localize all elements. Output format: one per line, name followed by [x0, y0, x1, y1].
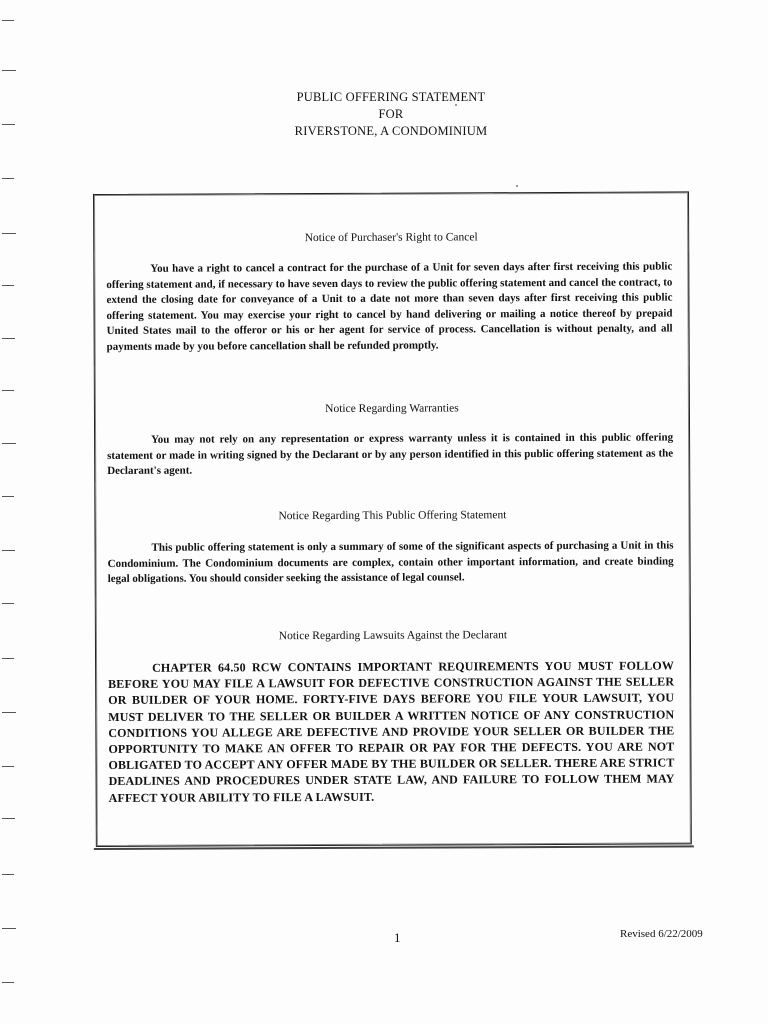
scan-edge-mark — [2, 178, 14, 179]
scan-edge-mark — [2, 928, 16, 929]
scan-speck — [516, 185, 518, 187]
section-heading-right-to-cancel: Notice of Purchaser's Right to Cancel — [304, 231, 478, 245]
section-heading-public-offering-statement: Notice Regarding This Public Offering Statement — [278, 509, 507, 523]
scan-edge-mark — [2, 603, 14, 604]
scan-edge-mark — [2, 658, 14, 659]
scan-edge-mark — [2, 233, 16, 234]
scan-edge-mark — [2, 712, 16, 713]
section-body-public-offering-statement: This public offering statement is only a summary of some of the significant aspects of purchasing a Unit in this Condominium. The Condominium documents are complex, contain other important information, and create binding legal obligations. You should consider seeking the assistance of legal counsel. — [107, 539, 674, 585]
scan-edge-mark — [2, 550, 15, 551]
revised-date: Revised 6/22/2009 — [620, 928, 703, 940]
scan-edge-mark — [2, 285, 14, 286]
title-line: PUBLIC OFFERING STATEMENT — [296, 90, 486, 104]
section-body-lawsuits: CHAPTER 64.50 RCW CONTAINS IMPORTANT REQUIREMENTS YOU MUST FOLLOW BEFORE YOU MAY FILE A LAWSUIT FOR DEFECTIVE CONSTRUCTION AGAINST THE SELLER OR BUILDER OF YOUR HOME. FORTY-FIVE DAYS BEFORE YOU FILE YOUR LAWSUIT, YOU MUST DELIVER TO THE SELLER OR BUILDER A WRITTEN NOTICE OF ANY CONSTRUCTION CONDITIONS YOU ALLEGE ARE DEFECTIVE AND PROVIDE YOUR SELLER OR BUILDER THE OPPORTUNITY TO MAKE AN OFFER TO REPAIR OR PAY FOR THE DEFECTS. YOU ARE NOT OBLIGATED TO ACCEPT ANY OFFER MADE BY THE BUILDER OR SELLER. THERE ARE STRICT DEADLINES AND PROCEDURES UNDER STATE LAW, AND FAILURE TO FOLLOW THEM MAY AFFECT YOUR ABILITY TO FILE A LAWSUIT. — [108, 658, 675, 805]
section-heading-lawsuits: Notice Regarding Lawsuits Against the Declarant — [278, 629, 508, 643]
scan-edge-mark — [2, 70, 16, 71]
scan-edge-mark — [2, 443, 16, 444]
scan-edge-mark — [2, 766, 14, 767]
page-number: 1 — [394, 930, 401, 945]
notice-box — [93, 191, 692, 847]
scan-edge-mark — [2, 496, 14, 497]
title-line: RIVERSTONE, A CONDOMINIUM — [294, 124, 488, 138]
scan-edge-mark — [2, 818, 15, 819]
scan-edge-mark — [2, 874, 14, 875]
document-title — [0, 89, 768, 140]
scan-edge-mark — [2, 390, 14, 391]
title-line: FOR — [378, 107, 404, 121]
scan-edge-mark — [2, 20, 14, 21]
scan-edge-mark — [2, 338, 15, 339]
section-body-right-to-cancel: You have a right to cancel a contract for the purchase of a Unit for seven days after first receiving this public offering statement and, if necessary to have seven days to review the public offering statement and cancel the contract, to extend the closing date for conveyance of a Unit to a date not more than seven days after first receiving this public offering statement. You may exercise your right to cancel by hand delivering or mailing a notice thereof by prepaid United States mail to the offeror or his or her agent for service of process. Cancellation is without penalty, and all payments made by you before cancellation shall be refunded promptly. — [106, 260, 673, 353]
scan-edge-mark — [2, 982, 14, 983]
section-body-warranties: You may not rely on any representation or express warranty unless it is contained in this public offering statement or made in writing signed by the Declarant or by any person identified in this public offering statement as the Declarant's agent. — [107, 431, 674, 477]
section-heading-warranties: Notice Regarding Warranties — [325, 402, 459, 415]
